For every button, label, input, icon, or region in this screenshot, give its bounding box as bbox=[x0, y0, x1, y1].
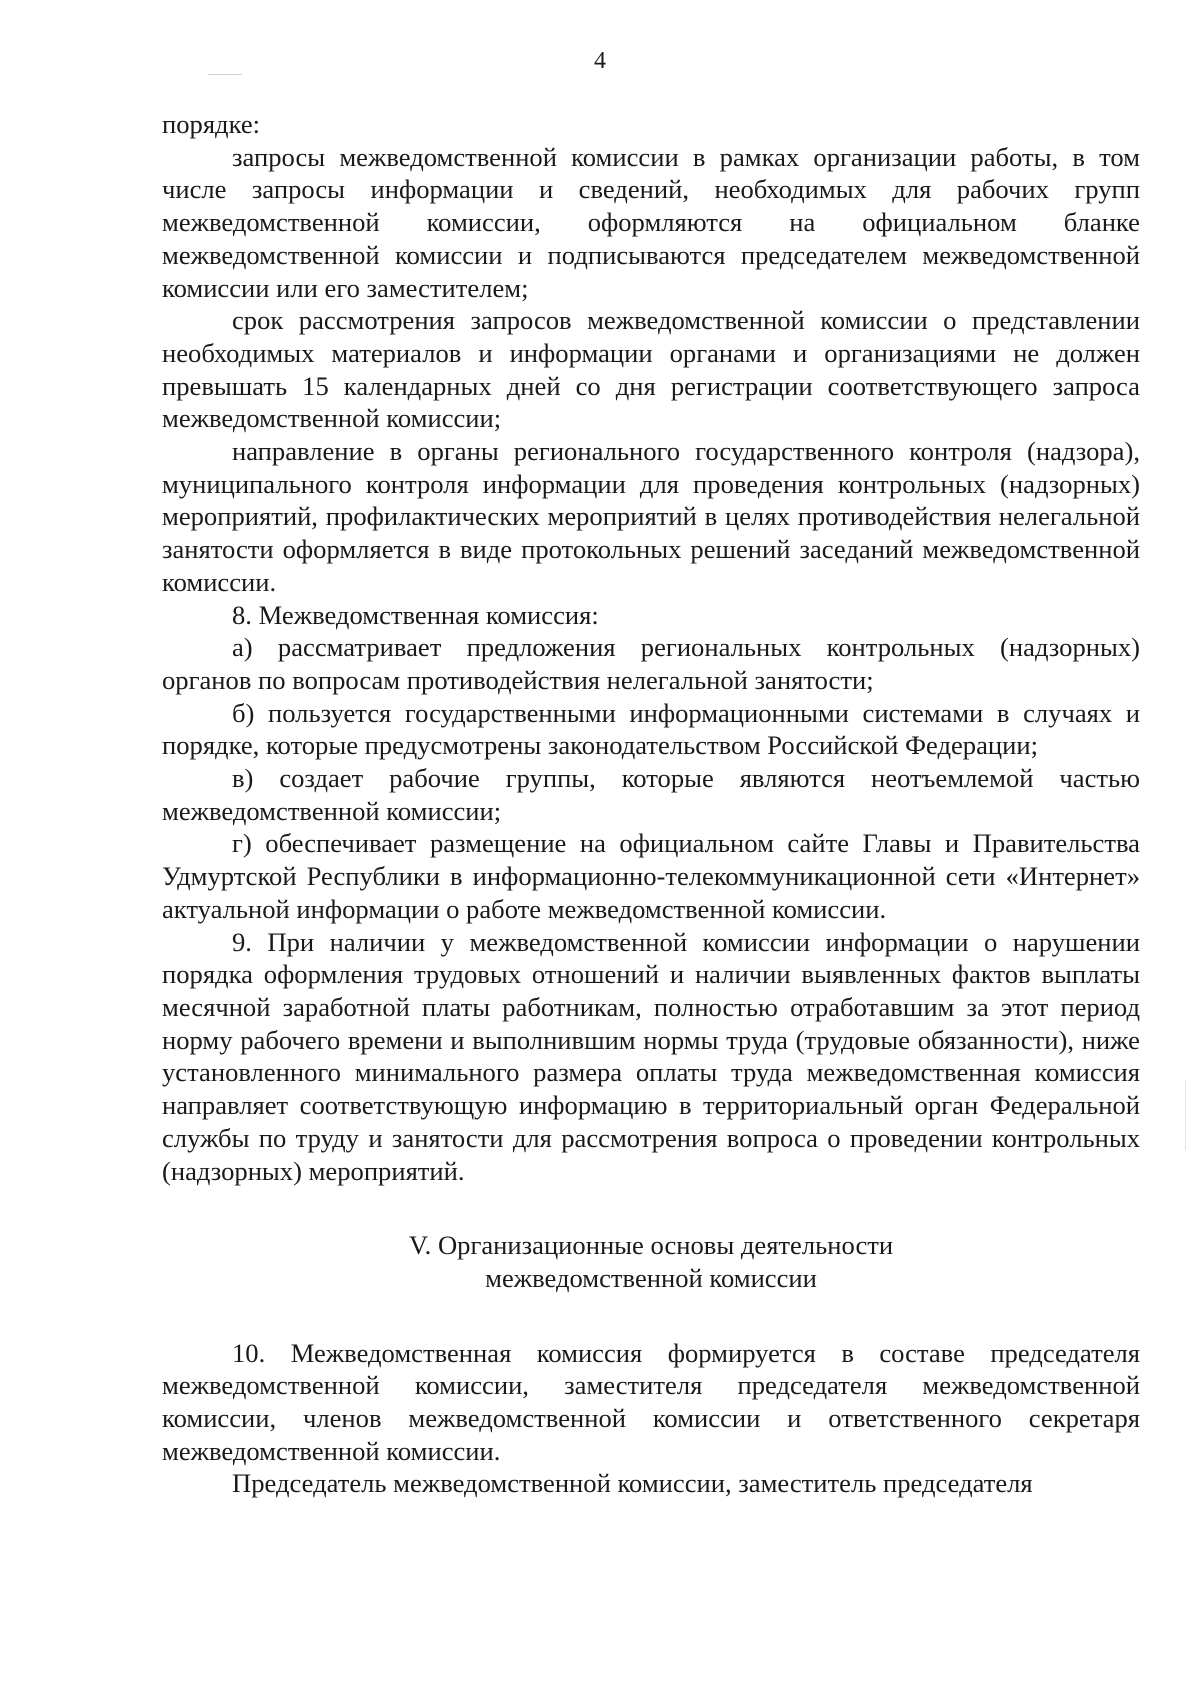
paragraph-group-bottom bbox=[162, 1337, 1140, 1501]
page-number: 4 bbox=[594, 48, 606, 74]
paragraph: Председатель межведомственной комиссии, заместитель председателя bbox=[232, 1468, 1033, 1499]
section-heading bbox=[162, 1229, 1140, 1294]
paragraph: в) создает рабочие группы, которые являются неотъемлемой частью межведомственной комиссии; bbox=[162, 763, 1140, 826]
paragraph: запросы межведомственной комиссии в рамках организации работы, в том числе запросы информации и сведений, необходимых для рабочих групп межведомственной комиссии, оформляются на официальном бланке межведомственной комиссии и подписываются председателем межведомственной комиссии или его заместителем; bbox=[162, 141, 1140, 303]
section-heading-line: межведомственной комиссии bbox=[485, 1262, 817, 1293]
paragraph: направление в органы регионального государственного контроля (надзора), муниципального контроля информации для проведения контрольных (надзорных) мероприятий, профилактических мероприятий в целях противодействия нелегальной занятости оформляется в виде протокольных решений заседаний межведомственной комиссии. bbox=[162, 436, 1140, 597]
paragraph-group-top bbox=[162, 108, 1140, 1187]
paragraph: 9. При наличии у межведомственной комиссии информации о нарушении порядка оформления трудовых отношений и наличии выявленных фактов выплаты месячной заработной платы работникам, полностью отработавшим за этот период норму рабочего времени и выполнившим нормы труда (трудовые обязанности), ниже установленного минимального размера оплаты труда межведомственная комиссия направляет соответствующую информацию в территориальный орган Федеральной службы по труду и занятости для рассмотрения вопроса о проведении контрольных (надзорных) мероприятий. bbox=[162, 926, 1140, 1186]
paragraph: б) пользуется государственными информационными системами в случаях и порядке, которые предусмотрены законодательством Российской Федерации; bbox=[162, 697, 1140, 761]
scan-artifact bbox=[1185, 1080, 1186, 1150]
paragraph: срок рассмотрения запросов межведомственной комиссии о представлении необходимых материалов и информации органами и организациями не должен превышать 15 календарных дней со дня регистрации соответствующего запроса межведомственной комиссии; bbox=[162, 305, 1140, 434]
paragraph: г) обеспечивает размещение на официальном сайте Главы и Правительства Удмуртской Республики в информационно-телекоммуникационной сети «Интернет» актуальной информации о работе межведомственной комиссии. bbox=[162, 828, 1140, 924]
paragraph: а) рассматривает предложения региональных контрольных (надзорных) органов по вопросам противодействия нелегальной занятости; bbox=[162, 632, 1140, 695]
document-body bbox=[162, 108, 1140, 1500]
section-heading-line: V. Организационные основы деятельности bbox=[408, 1230, 894, 1261]
paragraph: порядке: bbox=[162, 109, 261, 139]
paragraph: 10. Межведомственная комиссия формируется в составе председателя межведомственной комиссии, заместителя председателя межведомственной комиссии, членов межведомственной комиссии и ответственного секретаря межведомственной комиссии. bbox=[162, 1337, 1140, 1466]
paragraph: 8. Межведомственная комиссия: bbox=[232, 599, 599, 630]
